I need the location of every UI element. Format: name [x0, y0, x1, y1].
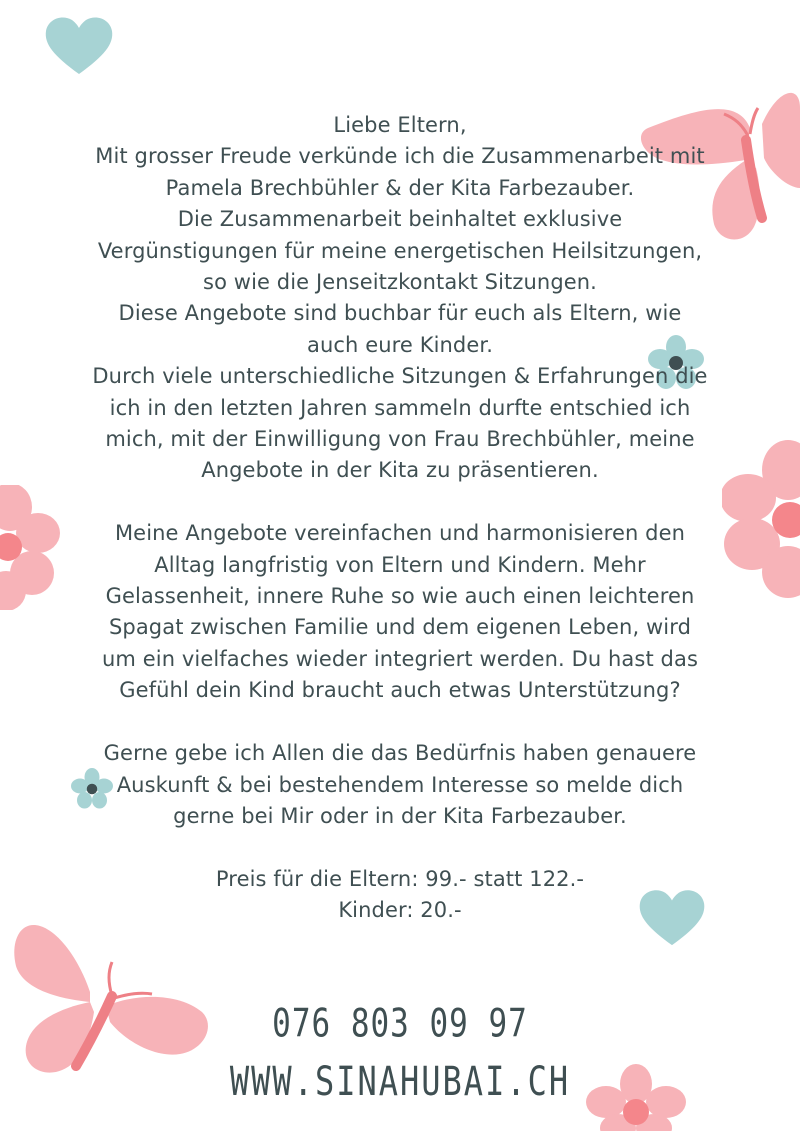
letter-line: so wie die Jenseitzkontakt Sitzungen.: [203, 270, 597, 295]
letter-line: Meine Angebote vereinfachen und harmonisieren den: [114, 521, 686, 546]
letter-line: ich in den letzten Jahren sammeln durfte entschied ich: [109, 395, 691, 420]
letter-line: Gefühl dein Kind braucht auch etwas Unterstützung?: [119, 678, 681, 703]
price-children: Kinder: 20.-: [338, 898, 462, 923]
letter-line: Pamela Brechbühler & der Kita Farbezauber.: [165, 175, 635, 200]
letter-line: Mit grosser Freude verkünde ich die Zusammenarbeit mit: [95, 144, 705, 169]
letter-line: Gelassenheit, innere Ruhe so wie auch einen leichteren: [105, 584, 695, 609]
letter-line: Spagat zwischen Familie und dem eigenen Leben, wird: [108, 615, 692, 640]
paragraph-gap: [40, 487, 760, 518]
website-url: WWW.SINAHUBAI.CH: [229, 1057, 571, 1105]
phone-number: 076 803 09 97: [272, 1001, 528, 1047]
price-parents: Preis für die Eltern: 99.- statt 122.-: [215, 866, 585, 891]
letter-line: Alltag langfristig von Eltern und Kindern. Mehr: [154, 552, 646, 577]
letter-line: Auskunft & bei bestehendem Interesse so melde dich: [116, 772, 684, 797]
letter-line: Diese Angebote sind buchbar für euch als Eltern, wie: [118, 301, 682, 326]
letter-line: mich, mit der Einwilligung von Frau Brechbühler, meine: [105, 427, 695, 452]
letter-line: Die Zusammenarbeit beinhaltet exklusive: [177, 207, 623, 232]
greeting: Liebe Eltern,: [333, 113, 467, 137]
letter-line: Vergünstigungen für meine energetischen Heilsitzungen,: [97, 238, 703, 263]
letter-line: Gerne gebe ich Allen die das Bedürfnis haben genauere: [103, 741, 697, 766]
letter-line: gerne bei Mir oder in der Kita Farbezauber.: [173, 803, 627, 828]
paragraph-gap: [40, 707, 760, 738]
letter-body: [40, 110, 760, 927]
letter-line: auch eure Kinder.: [307, 332, 493, 357]
paragraph-gap: [40, 832, 760, 863]
letter-line: um ein vielfaches wieder integriert werden. Du hast das: [102, 646, 698, 671]
letter-line: Durch viele unterschiedliche Sitzungen & Erfahrungen die: [92, 364, 708, 389]
heart-icon: [44, 14, 114, 76]
letter-line: Angebote in der Kita zu präsentieren.: [201, 458, 599, 483]
